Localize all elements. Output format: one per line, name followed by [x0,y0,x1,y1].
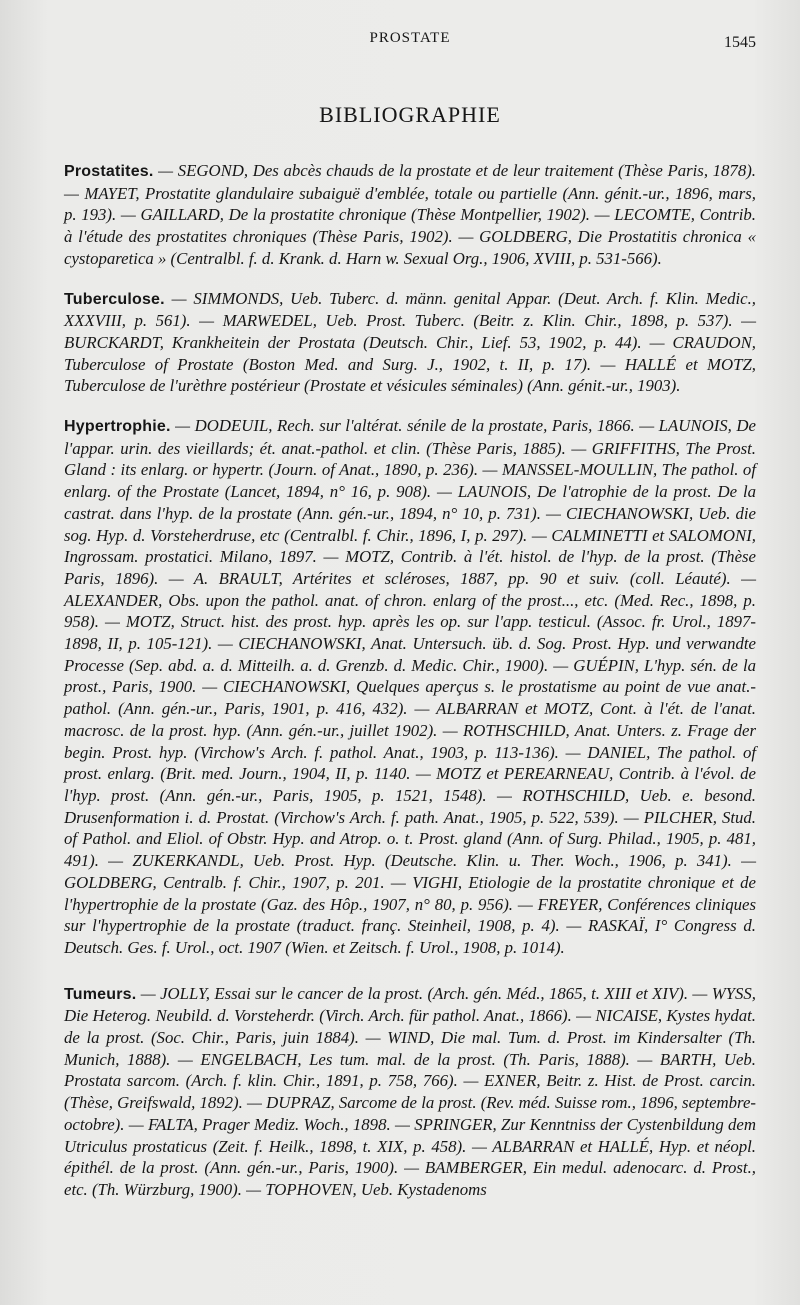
section-tuberculose [64,288,756,398]
running-title: PROSTATE [369,30,451,46]
section-text: — DODEUIL, Rech. sur l'altérat. sénile de la prostate, Paris, 1866. — LAUNOIS, De l'appar. urin. des vieillards; ét. anat.-pathol. et clin. (Thèse Paris, 1885). — GRIFFITHS, The Prost. Gland : its enlarg. or hypertr. (Journ. of Anat., 1890, p. 236). — MANSSEL-MOULLIN, The pathol. of enlarg. of the Prostate (Lancet, 1894, n° 16, p. 908). — LAUNOIS, De l'atrophie de la prost. De la castrat. dans l'hyp. de la prostate (Ann. gén.-ur., 1894, n° 10, p. 731). — CIECHANOWSKI, Ueb. die sog. Hyp. d. Vorsteherdruse, etc (Centralbl. f. Chir., 1896, I, p. 297). — CALMINETTI et SALOMONI, Ingrossam. prostatici. Milano, 1897. — MOTZ, Contrib. à l'ét. histol. de l'hyp. de la prost. (Thèse Paris, 1896). — A. BRAULT, Artérites et scléroses, 1887, pp. 90 et suiv. (coll. Léauté). — ALEXANDER, Obs. upon the pathol. anat. of chron. enlarg of the prost..., etc. (Med. Rec., 1898, p. 958). — MOTZ, Struct. hist. des prost. hyp. après les op. sur l'app. testicul. (Assoc. fr. Urol., 1897-1898, II, p. 105-121). — CIECHANOWSKI, Anat. Untersuch. üb. d. Sog. Prost. Hyp. und verwandte Processe (Sep. abd. a. d. Mitteilh. a. d. Grenzb. d. Medic. Chir., 1900). — GUÉPIN, L'hyp. sén. de la prost., Paris, 1900. — CIECHANOWSKI, Quelques aperçus s. le prostatisme au point de vue anat.-pathol. (Ann. gén.-ur., Paris, 1901, p. 416, 432). — ALBARRAN et MOTZ, Cont. à l'ét. de l'anat. macrosc. de la prost. hyp. (Ann. gén.-ur., juillet 1902). — ROTHSCHILD, Anat. Unters. z. Frage der begin. Prost. hyp. (Virchow's Arch. f. pathol. Anat., 1903, p. 113-136). — DANIEL, The pathol. of prost. enlarg. (Brit. med. Journ., 1904, II, p. 1140. — MOTZ et PEREARNEAU, Contrib. à l'évol. de l'hyp. prost. (Ann. gén.-ur., Paris, 1905, p. 1521, 1548). — ROTHSCHILD, Ueb. e. besond. Drusenformation i. d. Prostat. (Virchow's Arch. f. path. Anat., 1905, p. 522, 539). — PILCHER, Stud. of Pathol. and Eliol. of Obstr. Hyp. and Atrop. o. t. Prost. gland (Ann. of Surg. Philad., 1905, p. 481, 491). — ZUKERKANDL, Ueb. Prost. Hyp. (Deutsche. Klin. u. Ther. Woch., 1906, p. 341). — GOLDBERG, Centralb. f. Chir., 1907, p. 201. — VIGHI, Etiologie de la prostatite chronique et de l'hypertrophie de la prostate (Gaz. des Hôp., 1907, n° 80, p. 956). — FREYER, Conférences cliniques sur l'hypertrophie de la prostate (traduct. franç. Steinheil, 1908, p. 4). — RASKAÏ, I° Congress d. Deutsch. Ges. f. Urol., oct. 1907 (Wien. et Zeitsch. f. Urol., 1908, p. 1014). [64,416,756,957]
section-text: — SEGOND, Des abcès chauds de la prostate et de leur traitement (Thèse Paris, 1878). — MAYET, Prostatite glandulaire subaiguë d'emblée, totale ou partielle (Ann. génit.-ur., 1896, mars, p. 193). — GAILLARD, De la prostatite chronique (Thèse Montpellier, 1902). — LECOMTE, Contrib. à l'étude des prostatites chroniques (Thèse Paris, 1902). — GOLDBERG, Die Prostatitis chronica « cystoparetica » (Centralbl. f. d. Krank. d. Harn w. Sexual Org., 1906, XVIII, p. 531-566). [64,161,756,268]
section-title: Hypertrophie. [64,418,171,436]
section-title: Tuberculose. [64,290,165,308]
running-header [64,30,756,60]
section-title: Prostatites. [64,163,154,180]
section-text: — JOLLY, Essai sur le cancer de la prost. (Arch. gén. Méd., 1865, t. XIII et XIV). — WYSS, Die Heterog. Neubild. d. Vorsteherdr. (Virch. Arch. für pathol. Anat., 1866). — NICAISE, Kystes hydat. de la prost. (Soc. Chir., Paris, juin 1884). — WIND, Die mal. Tum. d. Prost. im Kindersalter (Th. Munich, 1888). — ENGELBACH, Les tum. mal. de la prost. (Th. Paris, 1888). — BARTH, Ueb. Prostata sarcom. (Arch. f. klin. Chir., 1891, p. 758, 766). — EXNER, Beitr. z. Hist. de Prost. carcin. (Thèse, Greifswald, 1892). — DUPRAZ, Sarcome de la prost. (Rev. méd. Suisse rom., 1896, septembre-octobre). — FALTA, Prager Mediz. Woch., 1898. — SPRINGER, Zur Kenntniss der Cystenbildung dem Utriculus prostaticus (Zeit. f. Heilk., 1898, t. XIX, p. 458). — ALBARRAN et HALLÉ, Hyp. et néopl. épithél. de la prost. (Ann. gén.-ur., Paris, 1900). — BAMBERGER, Ein medul. adenocarc. d. Prost., etc. (Th. Würzburg, 1900). — TOPHOVEN, Ueb. Kystadenoms [64,983,756,1199]
section-prostatites [64,160,756,270]
section-hypertrophie [64,415,756,959]
section-text: — SIMMONDS, Ueb. Tuberc. d. männ. genital Appar. (Deut. Arch. f. Klin. Medic., XXXVIII, p. 561). — MARWEDEL, Ueb. Prost. Tuberc. (Beitr. z. Klin. Chir., 1898, p. 537). — BURCKARDT, Krankheitein der Prostata (Deutsch. Chir., Lief. 53, 1902, p. 44). — CRAUDON, Tuberculose of Prostate (Boston Med. and Surg. J., 1902, t. II, p. 17). — HALLÉ et MOTZ, Tuberculose de l'urèthre postérieur (Prostate et vésicules séminales) (Ann. génit.-ur., 1903). [64,288,756,396]
section-title: Tumeurs. [64,985,137,1003]
bibliography-heading: BIBLIOGRAPHIE [319,102,501,127]
section-tumeurs [64,983,756,1201]
page-number: 1545 [724,34,756,51]
